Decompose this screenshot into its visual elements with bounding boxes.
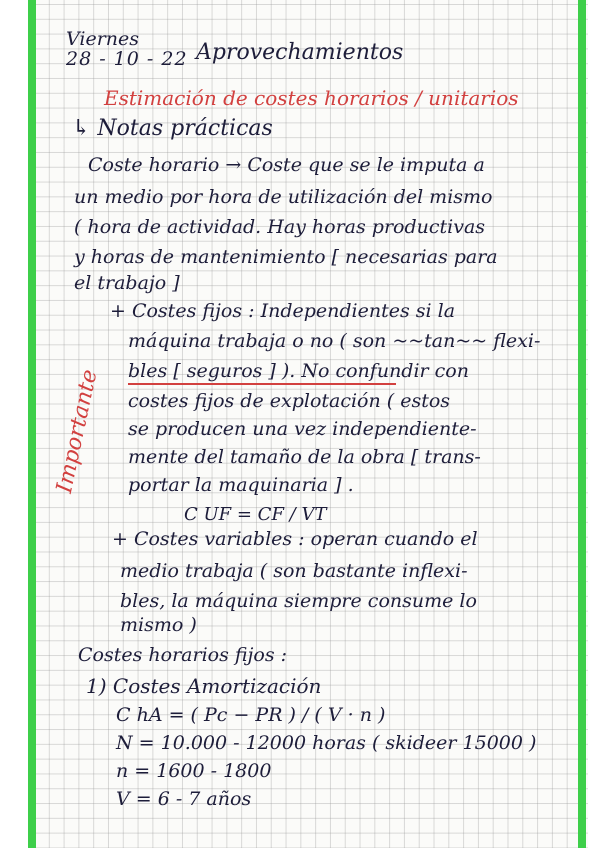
paragraph-line: el trabajo ] (74, 272, 180, 294)
useful-life: V = 6 - 7 años (116, 788, 252, 810)
subtitle: Estimación de costes horarios / unitarios (104, 86, 519, 110)
variable-costs-line: medio trabaja ( son bastante inflexi- (120, 560, 468, 582)
amortization-formula: C hA = ( Pc − PR ) / ( V · n ) (116, 704, 386, 726)
red-underline (128, 383, 396, 385)
fixed-costs-line: bles [ seguros ] ). No confundir con (128, 360, 469, 382)
page-title: Aprovechamientos (196, 40, 404, 65)
formula-cuf: C UF = CF / VT (184, 504, 327, 525)
right-margin-line (578, 0, 586, 848)
fixed-costs-line: máquina trabaja o no ( son ~~tan~~ flexi- (128, 330, 541, 352)
fixed-costs-line: costes fijos de explotación ( estos (128, 390, 451, 412)
section-heading: ↳ Notas prácticas (72, 116, 273, 141)
left-margin-line (28, 0, 36, 848)
annual-hours: n = 1600 - 1800 (116, 760, 272, 782)
paragraph-line: ( hora de actividad. Hay horas productivas (74, 216, 486, 238)
paragraph-line: y horas de mantenimiento [ necesarias para (74, 246, 498, 268)
hours-range: N = 10.000 - 12000 horas ( skideer 15000 ) (116, 732, 537, 754)
paragraph-line: Coste horario → Coste que se le imputa a (88, 154, 485, 176)
day-label: Viernes (66, 28, 140, 50)
variable-costs-line: mismo ) (120, 614, 197, 636)
hourly-fixed-heading: Costes horarios fijos : (78, 644, 288, 666)
fixed-costs-line: portar la maquinaria ] . (128, 474, 354, 496)
variable-costs-line: bles, la máquina siempre consume lo (120, 590, 477, 612)
fixed-costs-line: se producen una vez independiente- (128, 418, 477, 440)
paragraph-line: un medio por hora de utilización del mismo (74, 186, 493, 208)
date-label: 28 - 10 - 22 (66, 48, 188, 70)
fixed-costs-line: + Costes fijos : Independientes si la (110, 300, 456, 322)
fixed-costs-line: mente del tamaño de la obra [ trans- (128, 446, 481, 468)
variable-costs-line: + Costes variables : operan cuando el (112, 528, 478, 550)
margin-note: Importante (52, 367, 103, 496)
amortization-heading: 1) Costes Amortización (86, 674, 322, 698)
